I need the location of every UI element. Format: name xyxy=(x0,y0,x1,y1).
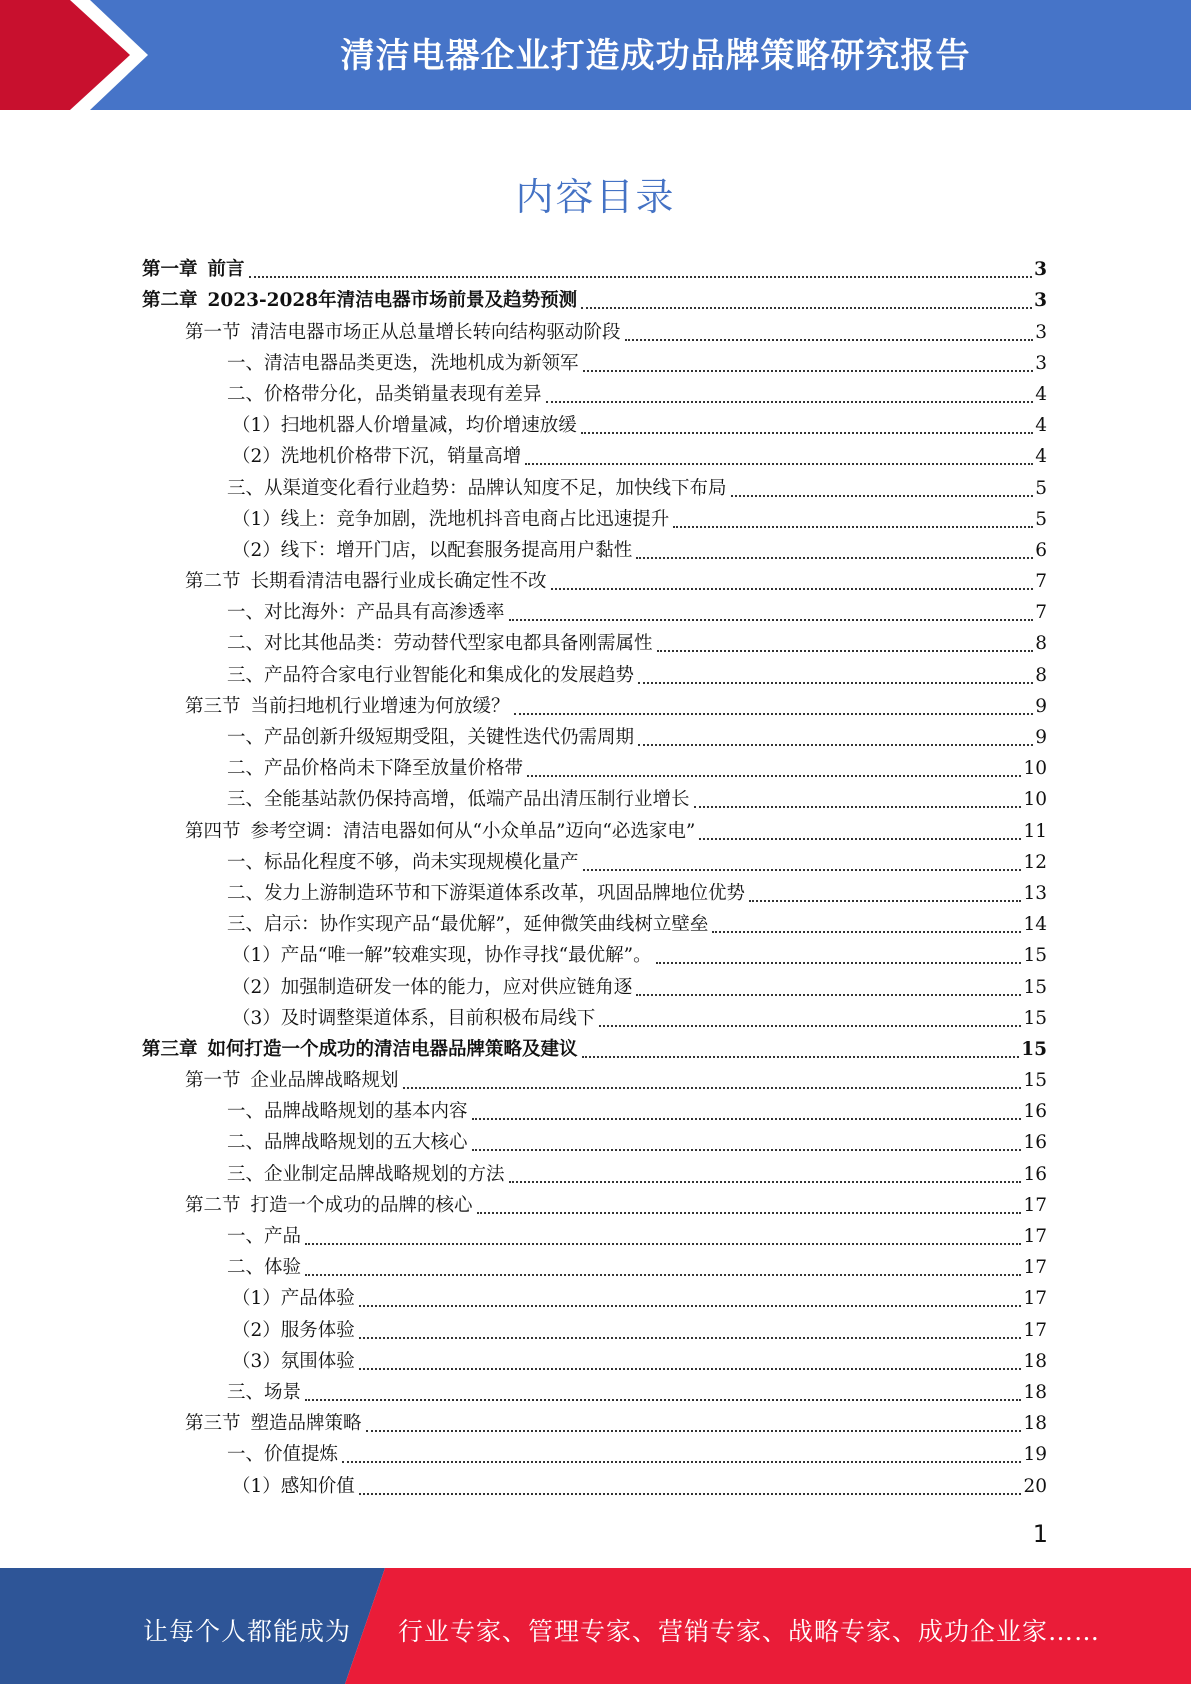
toc-dot-leader xyxy=(359,1336,1022,1339)
toc-entry-text: 三、产品符合家电行业智能化和集成化的发展趋势 xyxy=(227,664,635,686)
toc-dot-leader xyxy=(636,993,1021,996)
toc-entry-number: 第一章 xyxy=(142,259,198,281)
toc-entry-title xyxy=(227,847,579,878)
toc-entry[interactable] xyxy=(142,1283,1047,1314)
toc-entry-text: 二、对比其他品类：劳动替代型家电都具备刚需属性 xyxy=(227,633,653,655)
toc-entry[interactable] xyxy=(142,472,1047,503)
toc-entry-page: 6 xyxy=(1035,539,1047,561)
toc-entry-page: 3 xyxy=(1034,290,1047,312)
toc-entry[interactable] xyxy=(142,254,1047,285)
toc-entry-page: 3 xyxy=(1035,321,1047,343)
toc-dot-leader xyxy=(657,649,1034,652)
toc-entry-page: 10 xyxy=(1023,789,1047,811)
toc-entry-text: （2）洗地机价格带下沉，销量高增 xyxy=(232,446,522,468)
toc-entry-number: 第一节 xyxy=(185,321,241,343)
toc-entry[interactable] xyxy=(142,1314,1047,1345)
toc-entry[interactable] xyxy=(142,628,1047,659)
toc-entry[interactable] xyxy=(142,1158,1047,1189)
toc-entry-text: （2）线下：增开门店，以配套服务提高用户黏性 xyxy=(232,539,633,561)
toc-entry-page: 19 xyxy=(1023,1444,1047,1466)
toc-entry-title xyxy=(232,1346,355,1377)
toc-dot-leader xyxy=(359,1367,1022,1370)
toc-entry[interactable] xyxy=(142,1003,1047,1034)
footer-slogan-right: 行业专家、管理专家、营销专家、战略专家、成功企业家…… xyxy=(398,1617,1101,1646)
toc-entry-title xyxy=(185,1190,473,1221)
toc-entry-title xyxy=(232,410,577,441)
toc-dot-leader xyxy=(305,1273,1021,1276)
toc-entry-title xyxy=(185,691,510,722)
red-chevron-arrow-icon xyxy=(0,0,160,110)
toc-entry-title xyxy=(232,1283,355,1314)
toc-entry-title xyxy=(227,379,542,410)
toc-entry-page: 15 xyxy=(1021,1038,1047,1060)
toc-entry-page: 5 xyxy=(1035,508,1047,530)
toc-entry[interactable] xyxy=(142,1190,1047,1221)
toc-entry-text: （2）加强制造研发一体的能力，应对供应链角逐 xyxy=(232,976,633,998)
toc-entry-text: 一、清洁电器品类更迭，洗地机成为新领军 xyxy=(227,352,579,374)
toc-entry-title xyxy=(227,1377,301,1408)
toc-entry-number: 第三节 xyxy=(185,695,241,717)
toc-entry-text: 三、场景 xyxy=(227,1381,302,1403)
toc-entry[interactable] xyxy=(142,535,1047,566)
toc-entry-title xyxy=(227,909,708,940)
toc-entry-text: 二、体验 xyxy=(227,1257,302,1279)
toc-entry-title xyxy=(142,285,577,316)
toc-entry-page: 8 xyxy=(1035,664,1047,686)
toc-entry-page: 11 xyxy=(1023,820,1047,842)
toc-entry[interactable] xyxy=(142,1221,1047,1252)
toc-entry-text: 三、企业制定品牌战略规划的方法 xyxy=(227,1163,505,1185)
toc-entry-page: 17 xyxy=(1023,1288,1047,1310)
toc-entry-page: 9 xyxy=(1035,695,1047,717)
toc-dot-leader xyxy=(342,1460,1021,1463)
toc-dot-leader xyxy=(366,1429,1022,1432)
toc-dot-leader xyxy=(472,1117,1022,1120)
toc-dot-leader xyxy=(599,1024,1021,1027)
toc-dot-leader xyxy=(656,961,1022,964)
toc-entry-number: 第二节 xyxy=(185,1194,241,1216)
toc-entry-title xyxy=(232,1471,355,1502)
toc-entry-title xyxy=(227,753,523,784)
toc-entry-title xyxy=(227,878,745,909)
toc-dot-leader xyxy=(305,1398,1021,1401)
toc-entry[interactable] xyxy=(142,348,1047,379)
toc-dot-leader xyxy=(749,899,1021,902)
toc-entry-text: 前言 xyxy=(207,259,245,281)
toc-entry[interactable] xyxy=(142,1096,1047,1127)
toc-entry-page: 4 xyxy=(1035,446,1047,468)
toc-dot-leader xyxy=(625,338,1034,341)
toc-entry-number: 第二章 xyxy=(142,290,198,312)
toc-entry[interactable] xyxy=(142,691,1047,722)
toc-entry[interactable] xyxy=(142,909,1047,940)
toc-entry[interactable] xyxy=(142,1127,1047,1158)
toc-entry-text: （3）氛围体验 xyxy=(232,1350,355,1372)
toc-entry-title xyxy=(142,1034,578,1065)
toc-dot-leader xyxy=(731,494,1034,497)
toc-heading: 内容目录 xyxy=(515,175,676,219)
toc-entry-title xyxy=(232,1003,595,1034)
toc-entry-page: 15 xyxy=(1023,1007,1047,1029)
toc-entry-page: 14 xyxy=(1023,914,1047,936)
toc-entry-text: 一、标品化程度不够，尚未实现规模化量产 xyxy=(227,851,579,873)
toc-entry-text: 参考空调：清洁电器如何从“小众单品”迈向“必选家电” xyxy=(250,820,696,842)
toc-entry-title xyxy=(227,1439,338,1470)
toc-dot-leader xyxy=(638,681,1033,684)
footer-slogan-left: 让每个人都能成为 xyxy=(143,1617,352,1646)
toc-entry[interactable] xyxy=(142,504,1047,535)
toc-entry-page: 5 xyxy=(1035,477,1047,499)
toc-entry[interactable] xyxy=(142,659,1047,690)
toc-entry[interactable] xyxy=(142,878,1047,909)
toc-entry-text: 一、价值提炼 xyxy=(227,1444,339,1466)
toc-entry-text: 二、价格带分化，品类销量表现有差异 xyxy=(227,383,542,405)
toc-entry[interactable] xyxy=(142,1408,1047,1439)
toc-dot-leader xyxy=(509,618,1034,621)
toc-entry-text: 一、产品创新升级短期受阻，关键性迭代仍需周期 xyxy=(227,727,635,748)
toc-entry-text: （2）服务体验 xyxy=(232,1319,355,1341)
toc-entry-text: 塑造品牌策略 xyxy=(250,1413,362,1435)
toc-dot-leader xyxy=(305,1242,1021,1245)
toc-entry-page: 18 xyxy=(1023,1413,1047,1435)
toc-entry[interactable] xyxy=(142,753,1047,784)
toc-dot-leader xyxy=(582,1055,1020,1058)
toc-entry-page: 18 xyxy=(1023,1381,1047,1403)
toc-entry-title xyxy=(227,1096,468,1127)
toc-entry[interactable] xyxy=(142,847,1047,878)
toc-entry-text: 三、全能基站款仍保持高增，低端产品出清压制行业增长 xyxy=(227,789,690,811)
toc-entry-title xyxy=(227,1159,505,1190)
toc-entry-page: 4 xyxy=(1035,383,1047,405)
toc-entry-text: 三、从渠道变化看行业趋势：品牌认知度不足，加快线下布局 xyxy=(227,477,727,499)
table-of-contents xyxy=(142,254,1047,1502)
toc-entry-text: （1）产品体验 xyxy=(232,1288,355,1310)
toc-entry[interactable] xyxy=(142,940,1047,971)
toc-entry-title xyxy=(232,441,521,472)
toc-entry-text: 一、品牌战略规划的基本内容 xyxy=(227,1101,468,1123)
toc-entry-page: 8 xyxy=(1035,633,1047,655)
report-header-band xyxy=(0,0,1191,110)
toc-entry-text: （1）扫地机器人价增量减，均价增速放缓 xyxy=(232,415,577,437)
toc-entry-number: 第一节 xyxy=(185,1070,241,1092)
toc-dot-leader xyxy=(359,1492,1022,1495)
page-number: 1 xyxy=(1032,1520,1048,1548)
toc-entry-title xyxy=(227,784,690,815)
toc-entry-number: 第二节 xyxy=(185,571,241,593)
toc-entry[interactable] xyxy=(142,1252,1047,1283)
toc-entry-title xyxy=(185,317,621,348)
toc-entry-title xyxy=(185,566,547,597)
toc-entry[interactable] xyxy=(142,316,1047,347)
toc-dot-leader xyxy=(673,525,1033,528)
report-title: 清洁电器企业打造成功品牌策略研究报告 xyxy=(340,36,971,76)
toc-entry-text: 打造一个成功的品牌的核心 xyxy=(250,1194,473,1216)
toc-dot-leader xyxy=(403,1086,1022,1089)
toc-entry-page: 3 xyxy=(1034,259,1047,281)
toc-entry[interactable] xyxy=(142,1439,1047,1470)
toc-entry-text: 长期看清洁电器行业成长确定性不改 xyxy=(250,571,547,593)
toc-entry-page: 17 xyxy=(1023,1257,1047,1279)
toc-dot-leader xyxy=(249,275,1033,278)
toc-entry-title xyxy=(227,473,727,504)
toc-entry-text: （1）产品“唯一解”较难实现，协作寻找“最优解”。 xyxy=(232,945,652,967)
toc-entry-text: （1）线上：竞争加剧，洗地机抖音电商占比迅速提升 xyxy=(232,508,670,530)
toc-entry-page: 7 xyxy=(1035,571,1047,593)
toc-entry-page: 17 xyxy=(1023,1194,1047,1216)
toc-entry[interactable] xyxy=(142,722,1047,753)
toc-entry-title xyxy=(185,816,695,847)
toc-entry-text: 二、品牌战略规划的五大核心 xyxy=(227,1132,468,1154)
toc-dot-leader xyxy=(583,868,1022,871)
toc-entry-text: 企业品牌战略规划 xyxy=(250,1070,399,1092)
toc-entry-number: 第三节 xyxy=(185,1413,241,1435)
toc-entry-title xyxy=(232,940,652,971)
toc-dot-leader xyxy=(514,712,1034,715)
toc-entry[interactable] xyxy=(142,379,1047,410)
toc-entry-title xyxy=(227,1252,301,1283)
toc-entry-text: 三、启示：协作实现产品“最优解”，延伸微笑曲线树立壁垒 xyxy=(227,914,709,936)
toc-dot-leader xyxy=(581,306,1032,309)
toc-entry-page: 15 xyxy=(1023,1070,1047,1092)
toc-entry-title xyxy=(227,1127,468,1158)
toc-entry[interactable] xyxy=(142,1377,1047,1408)
toc-dot-leader xyxy=(527,774,1021,777)
toc-entry-text: 如何打造一个成功的清洁电器品牌策略及建议 xyxy=(207,1038,578,1060)
toc-entry-number: 第三章 xyxy=(142,1038,198,1060)
toc-entry[interactable] xyxy=(142,1470,1047,1501)
toc-entry-title xyxy=(185,1065,399,1096)
toc-entry[interactable] xyxy=(142,566,1047,597)
toc-entry-page: 9 xyxy=(1035,727,1047,748)
toc-entry-page: 20 xyxy=(1023,1475,1047,1497)
toc-entry-title xyxy=(227,597,505,628)
toc-entry-page: 16 xyxy=(1023,1101,1047,1123)
toc-entry-title xyxy=(232,504,669,535)
toc-dot-leader xyxy=(694,805,1022,808)
toc-dot-leader xyxy=(477,1211,1022,1214)
toc-entry-title xyxy=(142,254,245,285)
toc-dot-leader xyxy=(712,930,1021,933)
toc-entry-text: 一、对比海外：产品具有高渗透率 xyxy=(227,602,505,624)
toc-entry-number: 第四节 xyxy=(185,820,241,842)
toc-entry-page: 4 xyxy=(1035,415,1047,437)
toc-entry-text: 2023-2028年清洁电器市场前景及趋势预测 xyxy=(207,290,578,312)
toc-entry-text: 清洁电器市场正从总量增长转向结构驱动阶段 xyxy=(250,321,621,343)
toc-dot-leader xyxy=(359,1304,1022,1307)
toc-entry[interactable] xyxy=(142,971,1047,1002)
toc-entry-page: 16 xyxy=(1023,1132,1047,1154)
toc-entry-title xyxy=(227,348,579,379)
toc-entry[interactable] xyxy=(142,784,1047,815)
toc-dot-leader xyxy=(525,462,1033,465)
toc-entry-title xyxy=(232,1315,355,1346)
toc-entry-text: 二、产品价格尚未下降至放量价格带 xyxy=(227,758,524,780)
toc-entry-page: 17 xyxy=(1023,1319,1047,1341)
toc-dot-leader xyxy=(699,837,1021,840)
toc-entry-page: 17 xyxy=(1023,1226,1047,1247)
toc-entry-text: 当前扫地机行业增速为何放缓？ xyxy=(250,695,510,717)
toc-dot-leader xyxy=(581,431,1033,434)
toc-entry[interactable] xyxy=(142,1034,1047,1065)
toc-entry-text: （3）及时调整渠道体系，目前积极布局线下 xyxy=(232,1007,596,1029)
toc-dot-leader xyxy=(472,1148,1022,1151)
toc-entry-title xyxy=(227,722,634,753)
toc-entry[interactable] xyxy=(142,597,1047,628)
toc-entry-page: 12 xyxy=(1023,851,1047,873)
toc-entry-page: 15 xyxy=(1023,976,1047,998)
toc-dot-leader xyxy=(636,556,1033,559)
toc-dot-leader xyxy=(546,400,1034,403)
toc-entry-title xyxy=(232,972,632,1003)
toc-entry-text: （1）感知价值 xyxy=(232,1475,355,1497)
toc-entry-title xyxy=(227,628,653,659)
toc-entry[interactable] xyxy=(142,1065,1047,1096)
toc-entry[interactable] xyxy=(142,1346,1047,1377)
toc-entry-title xyxy=(232,535,632,566)
toc-entry[interactable] xyxy=(142,815,1047,846)
toc-entry-title xyxy=(227,1221,301,1252)
toc-dot-leader xyxy=(551,587,1034,590)
toc-entry-title xyxy=(185,1408,362,1439)
toc-entry[interactable] xyxy=(142,285,1047,316)
toc-entry-page: 10 xyxy=(1023,758,1047,780)
toc-entry-text: 一、产品 xyxy=(227,1226,302,1247)
toc-entry-title xyxy=(227,660,634,691)
toc-entry-page: 15 xyxy=(1023,945,1047,967)
toc-entry[interactable] xyxy=(142,410,1047,441)
toc-entry-page: 13 xyxy=(1023,882,1047,904)
toc-dot-leader xyxy=(583,369,1034,372)
toc-dot-leader xyxy=(509,1180,1022,1183)
toc-entry-text: 二、发力上游制造环节和下游渠道体系改革，巩固品牌地位优势 xyxy=(227,882,746,904)
footer-band xyxy=(0,1568,1191,1684)
toc-entry-page: 18 xyxy=(1023,1350,1047,1372)
toc-entry-page: 7 xyxy=(1035,602,1047,624)
toc-entry[interactable] xyxy=(142,441,1047,472)
toc-dot-leader xyxy=(638,743,1033,746)
toc-entry-page: 16 xyxy=(1023,1163,1047,1185)
toc-entry-page: 3 xyxy=(1035,352,1047,374)
